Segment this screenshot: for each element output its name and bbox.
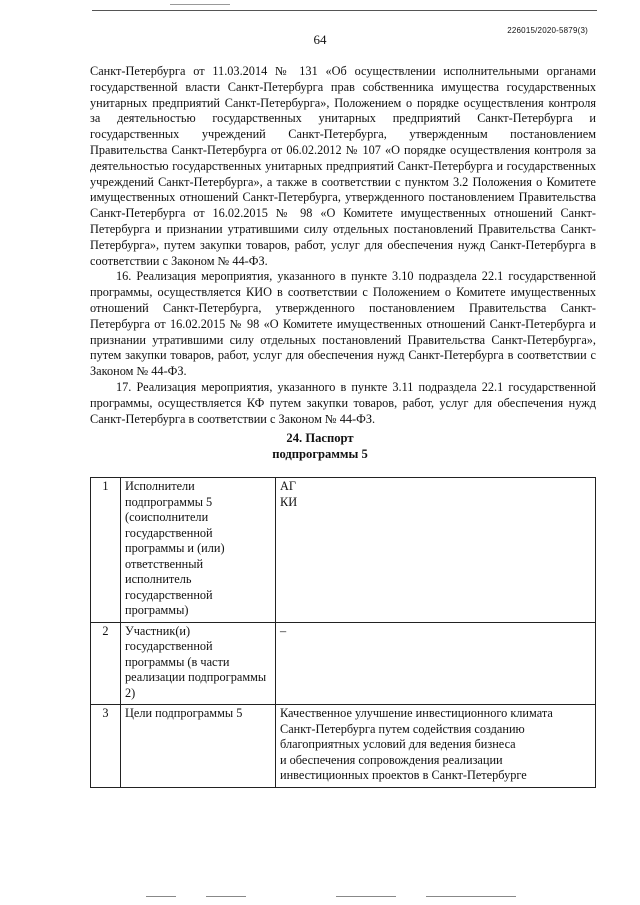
page-number: 64 (313, 32, 327, 47)
table-row (91, 622, 596, 705)
value-line: АГ (280, 479, 296, 493)
value-line: Санкт-Петербурга путем содействия созданию (280, 721, 525, 736)
top-rule (92, 10, 597, 11)
row-label: Исполнители подпрограммы 5 (соисполнители государственной программы и (или) ответственный исполнитель государственной программы) (121, 478, 276, 623)
row-value (276, 622, 596, 705)
row-number: 2 (91, 622, 121, 705)
row-value (276, 478, 596, 623)
bottom-scan-marks (96, 896, 576, 902)
section-title-line-1: 24. Паспорт (286, 431, 354, 445)
row-label: Участник(и) государственной программы (в части реализации подпрограммы 2) (121, 622, 276, 705)
row-number: 3 (91, 705, 121, 788)
table-row (91, 705, 596, 788)
row-label: Цели подпрограммы 5 (121, 705, 276, 788)
body-text (90, 64, 596, 427)
paragraph-continuation: Санкт-Петербурга от 11.03.2014 № 131 «Об осуществлении исполнительными органами государственной власти Санкт-Петербурга прав собственника имущества государственных унитарных предприятий Санкт-Петербурга», Положением о порядке осуществления контроля за деятельностью государственных унитарных предприятий Санкт-Петербурга и государственных учреждений Санкт-Петербурга, утвержденным постановлением Правительства Санкт-Петербурга от 06.02.2012 № 107 «О порядке осуществления контроля за деятельностью государственных унитарных предприятий Санкт-Петербурга и государственных учреждений Санкт-Петербурга», а также в соответствии с пунктом 3.2 Положения о Комитете имущественных отношений Санкт-Петербурга, утвержденного постановлением Правительства Санкт-Петербурга от 16.02.2015 № 98 «О Комитете имущественных отношений Санкт-Петербурга и признании утратившими силу отдельных постановлений Правительства Санкт-Петербурга», путем закупки товаров, работ, услуг для обеспечения нужд Санкт-Петербурга в соответствии с Законом № 44-ФЗ. (90, 64, 596, 268)
passport-table (90, 477, 596, 788)
row-value (276, 705, 596, 788)
document-id: 226015/2020-5879(3) (507, 26, 588, 35)
row-number: 1 (91, 478, 121, 623)
section-title-line-2: подпрограммы 5 (272, 447, 368, 461)
value-line: КИ (280, 494, 298, 509)
value-line: Качественное улучшение инвестиционного климата (280, 706, 553, 720)
section-title (0, 430, 640, 462)
value-line: – (280, 623, 287, 638)
value-line: инвестиционных проектов в Санкт-Петербурге (280, 768, 527, 782)
paragraph-item-16: 16. Реализация мероприятия, указанного в пункте 3.10 подраздела 22.1 государственной программы, осуществляется КИО в соответствии с Положением о Комитете имущественных отношений Санкт-Петербурга, утвержденного постановлением Правительства Санкт-Петербурга от 16.02.2015 № 98 «О Комитете имущественных отношений Санкт-Петербурга и признании утратившими силу отдельных постановлений Правительства Санкт-Петербурга», путем закупки товаров, работ, услуг для обеспечения нужд Санкт-Петербурга в соответствии с Законом № 44-ФЗ. (90, 269, 596, 379)
top-scan-mark (170, 4, 230, 10)
value-line: благоприятных условий для ведения бизнеса (280, 737, 516, 751)
paragraph-item-17: 17. Реализация мероприятия, указанного в пункте 3.11 подраздела 22.1 государственной программы, осуществляется КФ путем закупки товаров, работ, услуг для обеспечения нужд Санкт-Петербурга в соответствии с Законом № 44-ФЗ. (90, 379, 596, 426)
value-line: и обеспечения сопровождения реализации (280, 752, 503, 767)
table-row (91, 478, 596, 623)
